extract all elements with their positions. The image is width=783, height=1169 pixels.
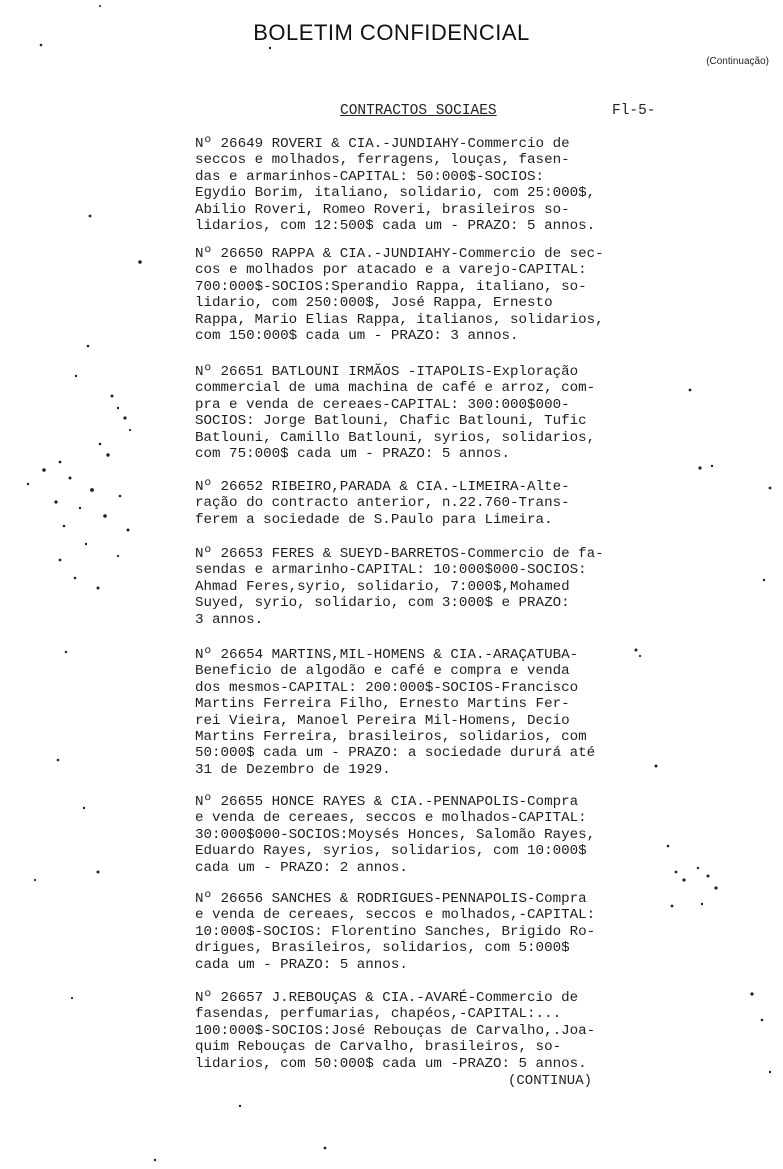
entry-line: 10:000$-SOCIOS: Florentino Sanches, Brigido Ro-: [195, 923, 596, 940]
entry-line: e venda de cereaes, seccos e molhados-CAPITAL:: [195, 810, 587, 827]
document-title: BOLETIM CONFIDENCIAL: [253, 20, 530, 45]
entry-line: Nº 26649 ROVERI & CIA.-JUNDIAHY-Commercio de: [195, 136, 570, 152]
entry-line: Nº 26656 SANCHES & RODRIGUES-PENNAPOLIS-Compra: [195, 891, 587, 907]
entry-line: com 75:000$ cada um - PRAZO: 5 annos.: [195, 446, 511, 463]
entry-line: 700:000$-SOCIOS:Sperandio Rappa, italiano, so-: [195, 278, 587, 295]
entry-line: SOCIOS: Jorge Batlouni, Chafic Batlouni, Tufic: [195, 413, 587, 430]
entry-line: drigues, Brasileiros, solidarios, com 5:000$: [195, 940, 570, 957]
entry-line: quim Rebouças de Carvalho, brasileiros, so-: [195, 1039, 562, 1056]
entry-line: commercial de uma machina de café e arroz, com-: [195, 380, 596, 397]
entry-line: Beneficio de algodão e café e compra e venda: [195, 663, 570, 680]
entry-line: com 150:000$ cada um - PRAZO: 3 annos.: [195, 328, 519, 345]
entry-line: cada um - PRAZO: 5 annos.: [195, 956, 408, 973]
entry-26650: [195, 246, 755, 344]
entry-line: Nº 26652 RIBEIRO,PARADA & CIA.-LIMEIRA-Alte-: [195, 479, 570, 495]
entry-line: Rappa, Mario Elias Rappa, italianos, solidarios,: [195, 311, 604, 328]
entry-26654: [195, 647, 755, 778]
entry-26657: [195, 990, 755, 1072]
entry-26653: [195, 546, 755, 628]
entry-line: Egydio Borim, italiano, solidario, com 25:000$,: [195, 185, 596, 202]
entry-26652: [195, 479, 755, 528]
entry-line: cada um - PRAZO: 2 annos.: [195, 859, 408, 876]
entry-line: Nº 26651 BATLOUNI IRMÃOS -ITAPOLIS-Exploração: [195, 364, 579, 380]
entry-line: das e armarinhos-CAPITAL: 50:000$-SOCIOS:: [195, 168, 545, 185]
entry-line: lidario, com 250:000$, José Rappa, Ernesto: [195, 295, 553, 312]
entry-line: 50:000$ cada um - PRAZO: a sociedade dururá até: [195, 745, 596, 762]
entry-line: Nº 26650 RAPPA & CIA.-JUNDIAHY-Commercio de sec-: [195, 246, 604, 262]
entry-line: Martins Ferreira Filho, Ernesto Martins Fer-: [195, 696, 570, 713]
entry-line: seccos e molhados, ferragens, louças, fasen-: [195, 152, 570, 169]
entry-line: Nº 26657 J.REBOUÇAS & CIA.-AVARÉ-Commercio de: [195, 990, 579, 1006]
entry-line: Suyed, syrio, solidario, com 3:000$ e PRAZO:: [195, 595, 570, 612]
entry-line: lidarios, com 12:500$ cada um - PRAZO: 5 annos.: [195, 218, 596, 235]
entry-line: Eduardo Rayes, syrios, solidarios, com 10:000$: [195, 843, 587, 860]
folio-number: Fl-5-: [612, 103, 656, 119]
entry-line: 30:000$000-SOCIOS:Moysés Honces, Salomão Rayes,: [195, 826, 596, 843]
entry-line: ferem a sociedade de S.Paulo para Limeira.: [195, 511, 553, 528]
entry-line: 100:000$-SOCIOS:José Rebouças de Carvalho,.Joa-: [195, 1022, 596, 1039]
entry-line: Martins Ferreira, brasileiros, solidarios, com: [195, 729, 587, 746]
entry-line: cos e molhados por atacado e a varejo-CAPITAL:: [195, 262, 587, 279]
entry-line: sendas e armarinho-CAPITAL: 10:000$000-SOCIOS:: [195, 562, 587, 579]
entry-26651: [195, 364, 755, 462]
entry-26649: [195, 136, 755, 234]
continuation-note: (Continuação): [706, 56, 769, 67]
entry-line: 3 annos.: [195, 611, 264, 628]
entry-line: Ahmad Feres,syrio, solidario, 7:000$,Mohamed: [195, 578, 570, 595]
entry-line: pra e venda de cereaes-CAPITAL: 300:000$000-: [195, 396, 570, 413]
entry-line: rei Vieira, Manoel Pereira Mil-Homens, Decio: [195, 712, 570, 729]
entry-line: Nº 26653 FERES & SUEYD-BARRETOS-Commercio de fa-: [195, 546, 604, 562]
entry-line: Nº 26654 MARTINS,MIL-HOMENS & CIA.-ARAÇATUBA-: [195, 647, 579, 663]
entry-line: Nº 26655 HONCE RAYES & CIA.-PENNAPOLIS-Compra: [195, 794, 579, 810]
entry-26655: [195, 794, 755, 876]
entry-line: lidarios, com 50:000$ cada um -PRAZO: 5 annos.: [195, 1055, 587, 1072]
entry-line: 31 de Dezembro de 1929.: [195, 761, 391, 778]
section-heading: CONTRACTOS SOCIAES: [340, 103, 497, 119]
entry-26656: [195, 891, 755, 973]
entry-line: e venda de cereaes, seccos e molhados,-CAPITAL:: [195, 907, 596, 924]
entry-line: fasendas, perfumarias, chapéos,-CAPITAL:...: [195, 1006, 562, 1023]
entry-line: Abilio Roveri, Romeo Roveri, brasileiros so-: [195, 201, 570, 218]
entry-line: dos mesmos-CAPITAL: 200:000$-SOCIOS-Francisco: [195, 679, 579, 696]
entry-line: ração do contracto anterior, n.22.760-Trans-: [195, 495, 570, 512]
continua-note: (CONTINUA): [508, 1073, 593, 1089]
entry-line: Batlouni, Camillo Batlouni, syrios, solidarios,: [195, 429, 596, 446]
